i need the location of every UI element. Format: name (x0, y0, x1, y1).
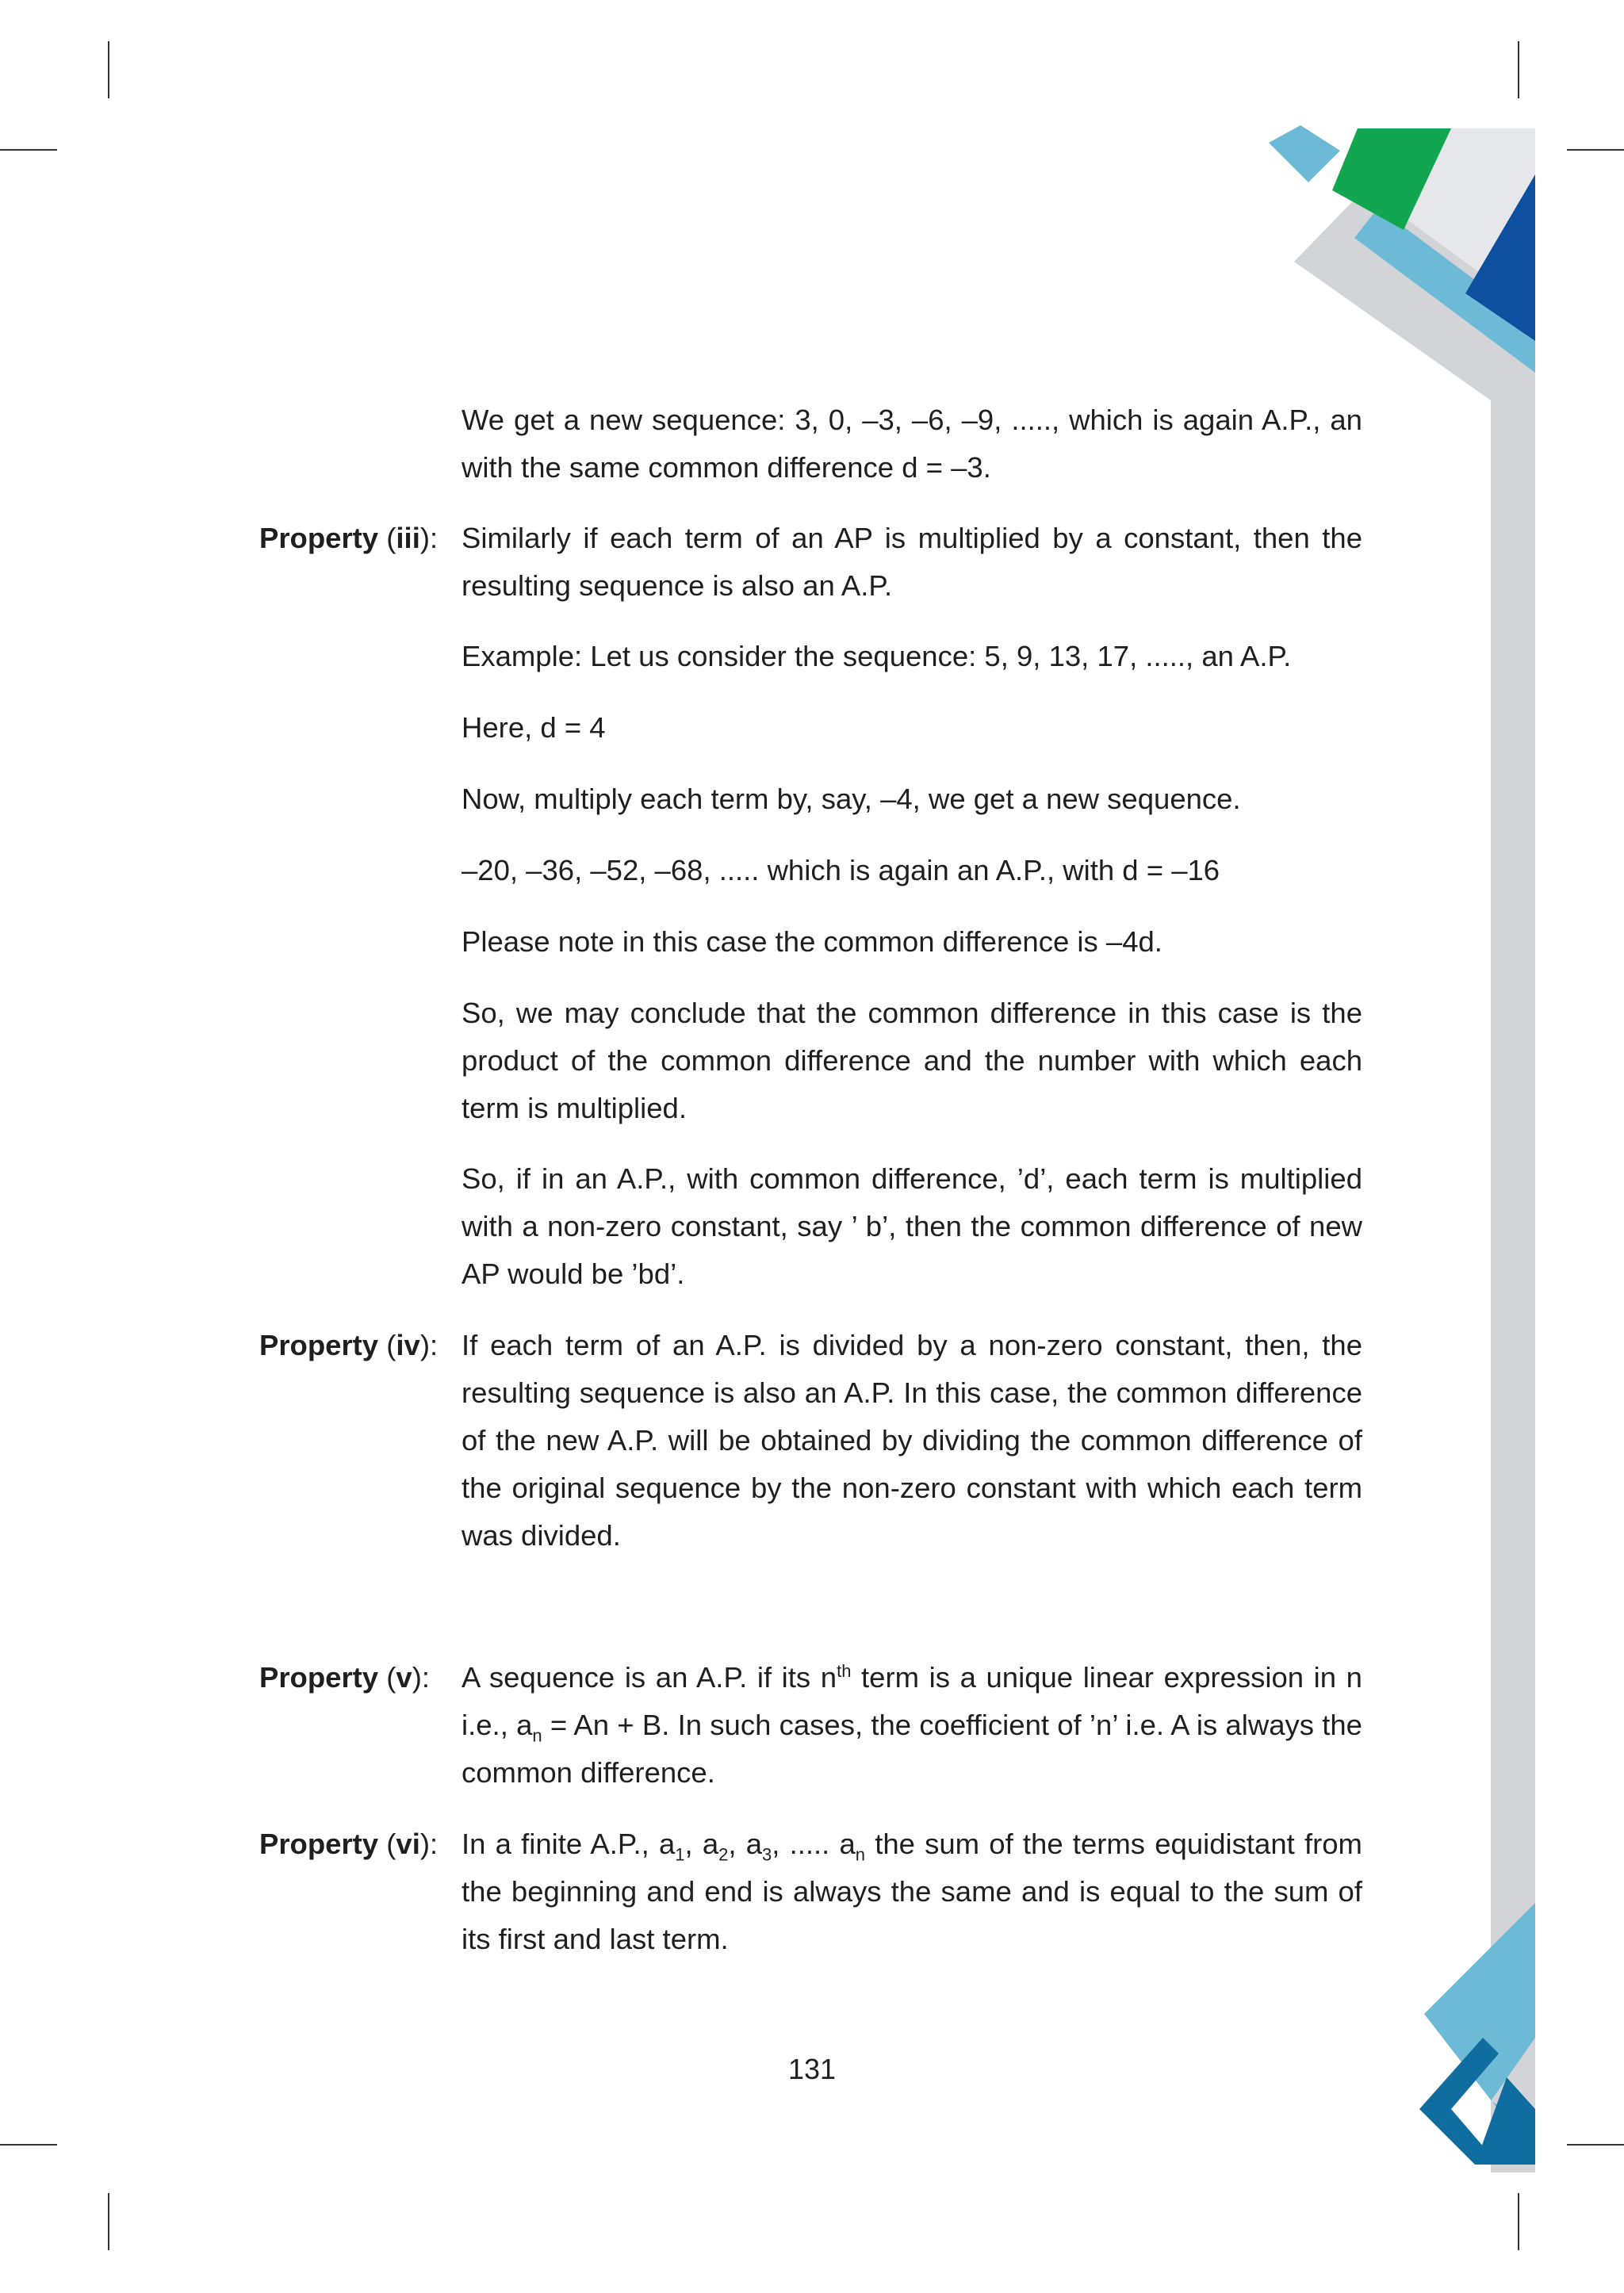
crop-mark-bottom-right-v (1518, 2193, 1519, 2250)
crop-mark-top-left-v (108, 41, 109, 98)
crop-mark-top-left-h (0, 149, 57, 151)
side-strip (1491, 373, 1535, 2172)
crop-mark-top-right-h (1567, 149, 1624, 151)
property-iii-general: So, if in an A.P., with common difference, ’d’, each term is multiplied with a non-zero constant, say ’ b’, then the common difference of new AP would be ’bd’. (462, 1162, 1362, 1290)
light-panel-shape (1397, 128, 1535, 313)
property-iii-text: Similarly if each term of an AP is multiplied by a constant, then the resulting sequence is also an A.P. (462, 522, 1362, 602)
crop-mark-bottom-left-h (0, 2144, 57, 2146)
crop-mark-bottom-left-v (108, 2193, 109, 2250)
crop-mark-bottom-right-h (1567, 2144, 1624, 2146)
property-iii-note: Please note in this case the common difference is –4d. (462, 925, 1162, 958)
property-v-label: Property (v): (259, 1661, 431, 1694)
bottom-teal-triangle-shape (1475, 2077, 1535, 2165)
property-iii-label: Property (iii): (259, 522, 439, 554)
property-iv-text: If each term of an A.P. is divided by a non-zero constant, then, the resulting sequence is also an A.P. In this case, the common difference of the new A.P. will be obtained by dividing the common difference of the original sequence by the non-zero constant with which each term was divided. (462, 1329, 1362, 1552)
green-square-shape (1332, 128, 1451, 230)
crop-mark-top-right-v (1518, 41, 1519, 98)
property-iii-here: Here, d = 4 (462, 711, 606, 744)
property-iii-sequence: –20, –36, –52, –68, ..... which is again an A.P., with d = –16 (462, 854, 1220, 886)
blue-diamond-shape (1269, 125, 1340, 182)
property-iii-example: Example: Let us consider the sequence: 5, 9, 13, 17, ....., an A.P. (462, 640, 1292, 672)
dark-blue-triangle-shape (1465, 174, 1535, 341)
property-iv-label: Property (iv): (259, 1329, 439, 1361)
property-iii-conclusion: So, we may conclude that the common difference in this case is the product of the common difference and the number with which each term is multiplied. (462, 997, 1362, 1124)
page-number: 131 (787, 2053, 837, 2085)
intro-paragraph: We get a new sequence: 3, 0, –3, –6, –9, ....., which is again A.P., an with the same common difference d = –3. (462, 404, 1362, 484)
gray-band-shape (1294, 128, 1535, 400)
property-vi-label: Property (vi): (259, 1828, 439, 1860)
property-v-text: A sequence is an A.P. if its $n^{th}$ term is a unique linear expression in n i.e., $a_n = An + B$. In such cases, the coefficient of ’n’ i.e. A is always the common difference. (462, 1660, 1362, 1789)
blue-band-shape (1354, 208, 1535, 373)
property-iii-now: Now, multiply each term by, say, –4, we get a new sequence. (462, 783, 1241, 815)
property-vi-text: In a finite A.P., $a_1$, $a_2$, $a_3$, ..... $a_n$ the sum of the terms equidistant from the beginning and end is always the same and is equal to the sum of its first and last term. (462, 1828, 1362, 1955)
